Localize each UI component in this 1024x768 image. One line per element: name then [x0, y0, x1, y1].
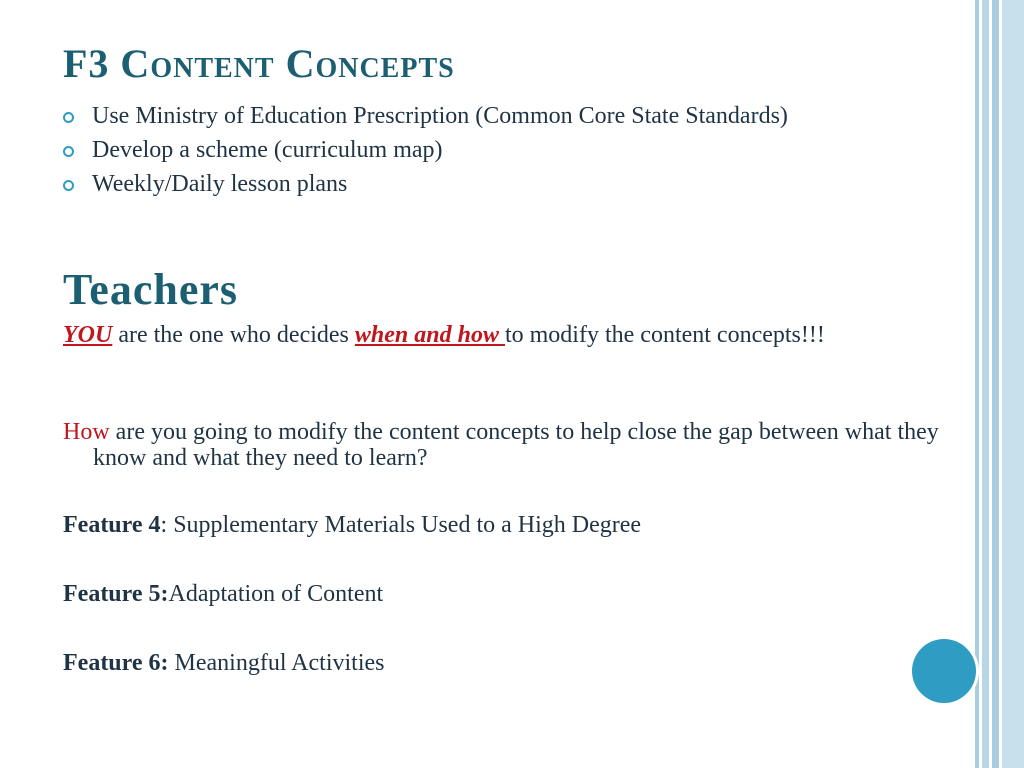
- how-paragraph: [63, 419, 953, 471]
- bullet-item: [62, 171, 922, 197]
- decorative-border-stripes: [975, 0, 1024, 768]
- when-how-emphasis: when and how: [354, 322, 505, 348]
- bullet-item: [62, 103, 922, 129]
- feature-text: Meaningful Activities: [168, 650, 385, 676]
- slide-title: F3 Content Concepts: [63, 41, 455, 86]
- feature-text: Adaptation of Content: [168, 581, 384, 607]
- bullet-item: [62, 137, 922, 163]
- feature-5: [63, 581, 953, 607]
- stripe: [1002, 0, 1024, 768]
- feature-text: : Supplementary Materials Used to a High Degree: [160, 512, 642, 538]
- feature-label: Feature 5:: [63, 581, 169, 607]
- stripe: [982, 0, 989, 768]
- stripe: [992, 0, 999, 768]
- section-heading: Teachers: [63, 265, 239, 314]
- bullet-circle-icon: [63, 112, 74, 123]
- bullet-circle-icon: [63, 180, 74, 191]
- feature-4: [63, 512, 953, 538]
- feature-6: [63, 650, 953, 676]
- how-word: How: [63, 419, 110, 445]
- how-text: are you going to modify the content concepts to help close the gap between what they know and what they need to learn?: [93, 419, 939, 471]
- bullet-circle-icon: [63, 146, 74, 157]
- you-text-2: to modify the content concepts!!!: [504, 322, 825, 348]
- feature-label: Feature 4: [63, 512, 161, 538]
- feature-label: Feature 6:: [63, 650, 169, 676]
- you-emphasis: YOU: [63, 322, 113, 348]
- you-text-1: are the one who decides: [112, 322, 355, 348]
- bullet-text: Use Ministry of Education Prescription (Common Core State Standards): [92, 103, 788, 129]
- bullet-text: Develop a scheme (curriculum map): [92, 137, 443, 163]
- bullet-list: [62, 103, 922, 205]
- bullet-text: Weekly/Daily lesson plans: [92, 171, 348, 197]
- you-paragraph: [63, 322, 953, 348]
